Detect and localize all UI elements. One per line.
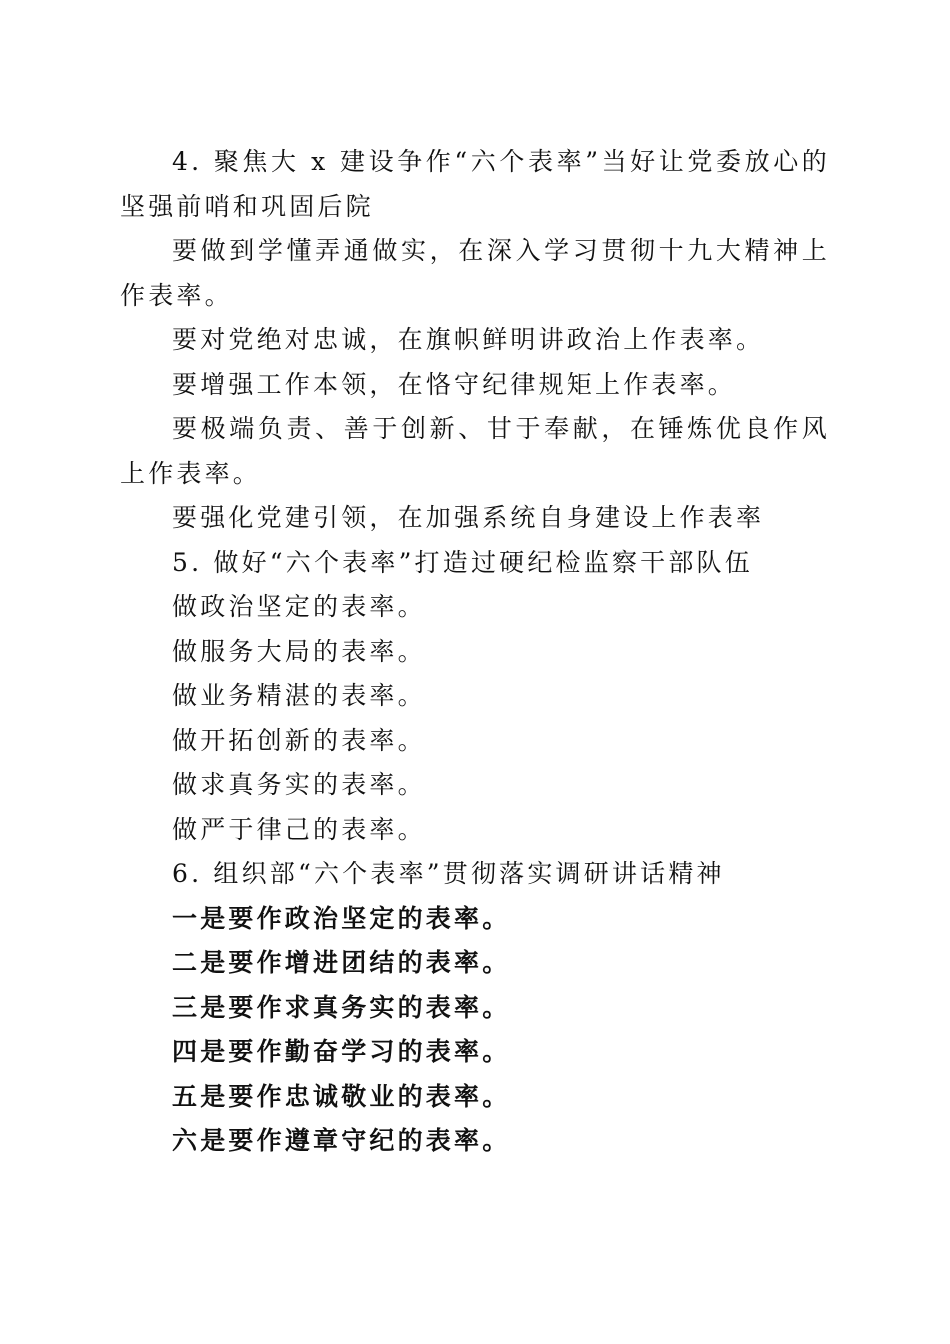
body-paragraph: 要做到学懂弄通做实，在深入学习贯彻十九大精神上作表率。 — [120, 236, 830, 310]
body-paragraph: 要极端负责、善于创新、甘于奉献，在锤炼优良作风上作表率。 — [120, 414, 830, 488]
list-item: 做开拓创新的表率。 — [172, 725, 426, 755]
list-item: 六是要作遵章守纪的表率。 — [172, 1126, 511, 1155]
list-item: 做服务大局的表率。 — [172, 636, 426, 666]
list-item: 做求真务实的表率。 — [172, 770, 426, 799]
body-paragraph: 要对党绝对忠诚，在旗帜鲜明讲政治上作表率。 — [172, 325, 765, 354]
list-item: 四是要作勤奋学习的表率。 — [172, 1037, 511, 1066]
body-paragraph: 要强化党建引领，在加强系统自身建设上作表率 — [172, 503, 765, 532]
list-item: 做严于律己的表率。 — [172, 814, 426, 844]
list-item: 做业务精湛的表率。 — [172, 681, 426, 710]
section-heading-5: 5. 做好“六个表率”打造过硬纪检监察干部队伍 — [172, 547, 753, 577]
section-heading-4: 4. 聚焦大 x 建设争作“六个表率”当好让党委放心的坚强前哨和巩固后院 — [120, 147, 830, 221]
section-heading-6: 6. 组织部“六个表率”贯彻落实调研讲话精神 — [172, 859, 725, 888]
list-item: 五是要作忠诚敬业的表率。 — [172, 1081, 511, 1111]
document-body — [120, 140, 830, 1164]
list-item: 二是要作增进团结的表率。 — [172, 948, 511, 977]
list-item: 一是要作政治坚定的表率。 — [172, 903, 511, 933]
body-paragraph: 要增强工作本领，在恪守纪律规矩上作表率。 — [172, 369, 737, 399]
list-item: 三是要作求真务实的表率。 — [172, 992, 511, 1022]
list-item: 做政治坚定的表率。 — [172, 592, 426, 621]
